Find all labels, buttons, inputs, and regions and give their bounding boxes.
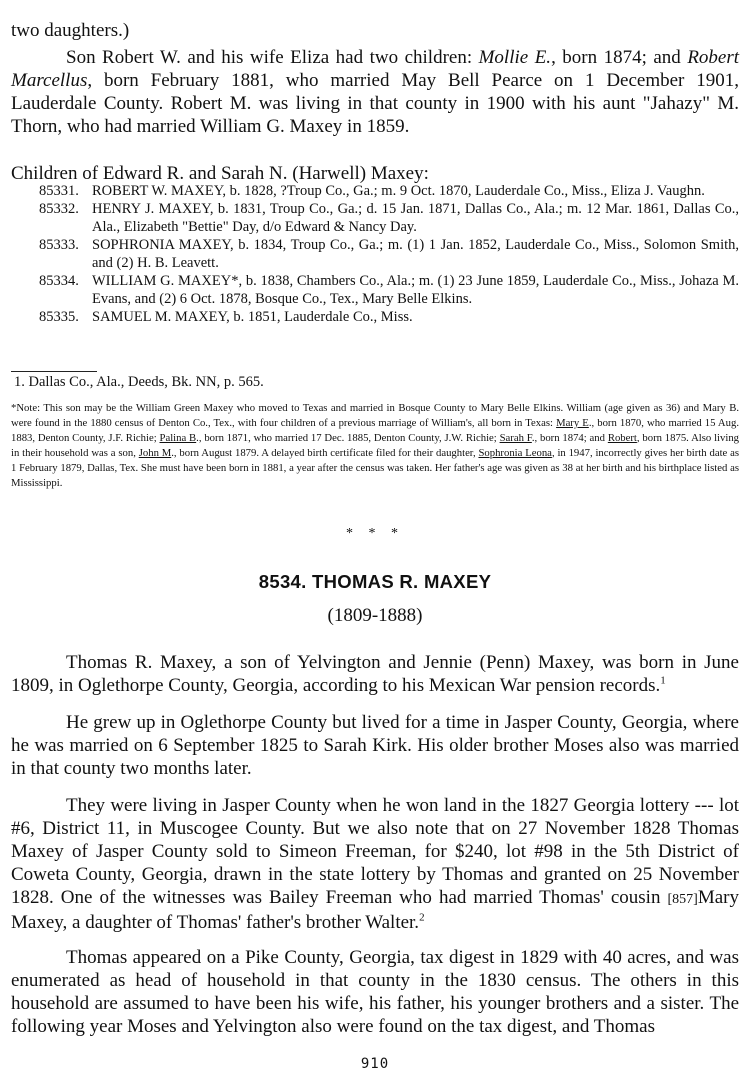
section-title: 8534. THOMAS R. MAXEY [258,571,492,592]
footnote-rule [11,371,97,372]
child-text: ROBERT W. MAXEY, b. 1828, ?Troup Co., Ga.; m. 9 Oct. 1870, Lauderdale Co., Miss., Eliza J. Vaughn. [92,183,705,199]
child-entry [39,272,739,308]
section-dates: (1809-1888) [327,605,423,626]
section-separator: * * * [346,526,404,541]
child-entry [39,236,739,272]
children-heading: Children of Edward R. and Sarah N. (Harwell) Maxey: [11,163,429,184]
child-text: SAMUEL M. MAXEY, b. 1851, Lauderdale Co., Miss. [92,309,413,325]
william-note: *Note: This son may be the William Green Maxey who moved to Texas and married in Bosque County to Mary Belle Elkins. William (age given as 36) and Mary B. were found in the 1880 census of Denton Co., Tex., with four children of a previous marriage of William's, all born in Texas: Mary E., born 1870, who married 15 Aug. 1883, Denton County, J.F. Richie; Palina B., born 1871, who married 17 Dec. 1885, Denton County, J.W. Richie; Sarah F., born 1874; and Robert, born 1875. Also living in their household was a son, John M., born August 1879. A delayed birth certificate filed for their daughter, Sophronia Leona, in 1947, incorrectly gives her birth date as 1 February 1879, Dallas, Tex. She must have been born in 1881, a year after the census was taken. Her father's age was given as 38 at her birth and his birthplace listed as Mississippi. [11,402,740,489]
paragraph-lottery: They were living in Jasper County when he won land in the 1827 Georgia lottery --- lot #6, District 11, in Muscogee County. But we also note that on 27 November 1828 Thomas Maxey of Jasper County sold to Simeon Freeman, for $240, lot #98 in the 5th District of Coweta County, Georgia, drawn in the state lottery by Thomas and granted on 25 November 1828. One of the witnesses was Bailey Freeman who had married Thomas' cousin [857]Mary Maxey, a daughter of Thomas' father's brother Walter.$^2$ [11,795,739,933]
paragraph-tax-digest: Thomas appeared on a Pike County, Georgia, tax digest in 1829 with 40 acres, and was enumerated as head of household in that county in the 1830 census. The others in this household are assumed to have been his wife, his father, his younger brothers and a sister. The following year Moses and Yelvington also were found on the tax digest, and Thomas [11,947,739,1037]
paragraph-marriage: He grew up in Oglethorpe County but lived for a time in Jasper County, Georgia, where he was married on 6 September 1825 to Sarah Kirk. His older brother Moses also was married in that county two months later. [11,712,739,779]
paragraph-birth: Thomas R. Maxey, a son of Yelvington and Jennie (Penn) Maxey, was born in June 1809, in Oglethorpe County, Georgia, according to his Mexican War pension records.$^1$ [11,652,739,696]
cross-reference: [857] [667,892,698,907]
child-text: WILLIAM G. MAXEY*, b. 1838, Chambers Co., Ala.; m. (1) 23 June 1859, Lauderdale Co., Miss., Johaza M. Evans, and (2) 6 Oct. 1878, Bosque Co., Tex., Mary Belle Elkins. [92,273,739,307]
child-entry [39,200,739,236]
child-entry [39,308,739,326]
page-number: 910 [360,1056,390,1072]
footnote-1: 1. Dallas Co., Ala., Deeds, Bk. NN, p. 565. [14,374,264,390]
child-number: 85331. [39,183,79,199]
child-number: 85332. [39,201,79,217]
child-text: HENRY J. MAXEY, b. 1831, Troup Co., Ga.; d. 15 Jan. 1871, Dallas Co., Ala.; m. 12 Mar. 1861, Dallas Co., Ala., Elizabeth "Bettie" Day, d/o Edward & Nancy Day. [92,201,739,235]
paragraph-robert-children: Son Robert W. and his wife Eliza had two children: Mollie E., born 1874; and Robert Marcellus, born February 1881, who married May Bell Pearce on 1 December 1901, Lauderdale County. Robert M. was living in that county in 1900 with his aunt "Jahazy" M. Thorn, who had married William G. Maxey in 1859. [11,47,740,137]
child-number: 85333. [39,237,79,253]
children-list [39,182,739,326]
continuation-line: two daughters.) [11,20,130,41]
child-number: 85334. [39,273,79,289]
child-entry [39,182,739,200]
child-number: 85335. [39,309,79,325]
footnote-ref: 2 [419,911,425,924]
footnote-ref: 1 [660,674,666,687]
child-text: SOPHRONIA MAXEY, b. 1834, Troup Co., Ga.; m. (1) 1 Jan. 1852, Lauderdale Co., Miss., Solomon Smith, and (2) H. B. Leavett. [92,237,739,271]
